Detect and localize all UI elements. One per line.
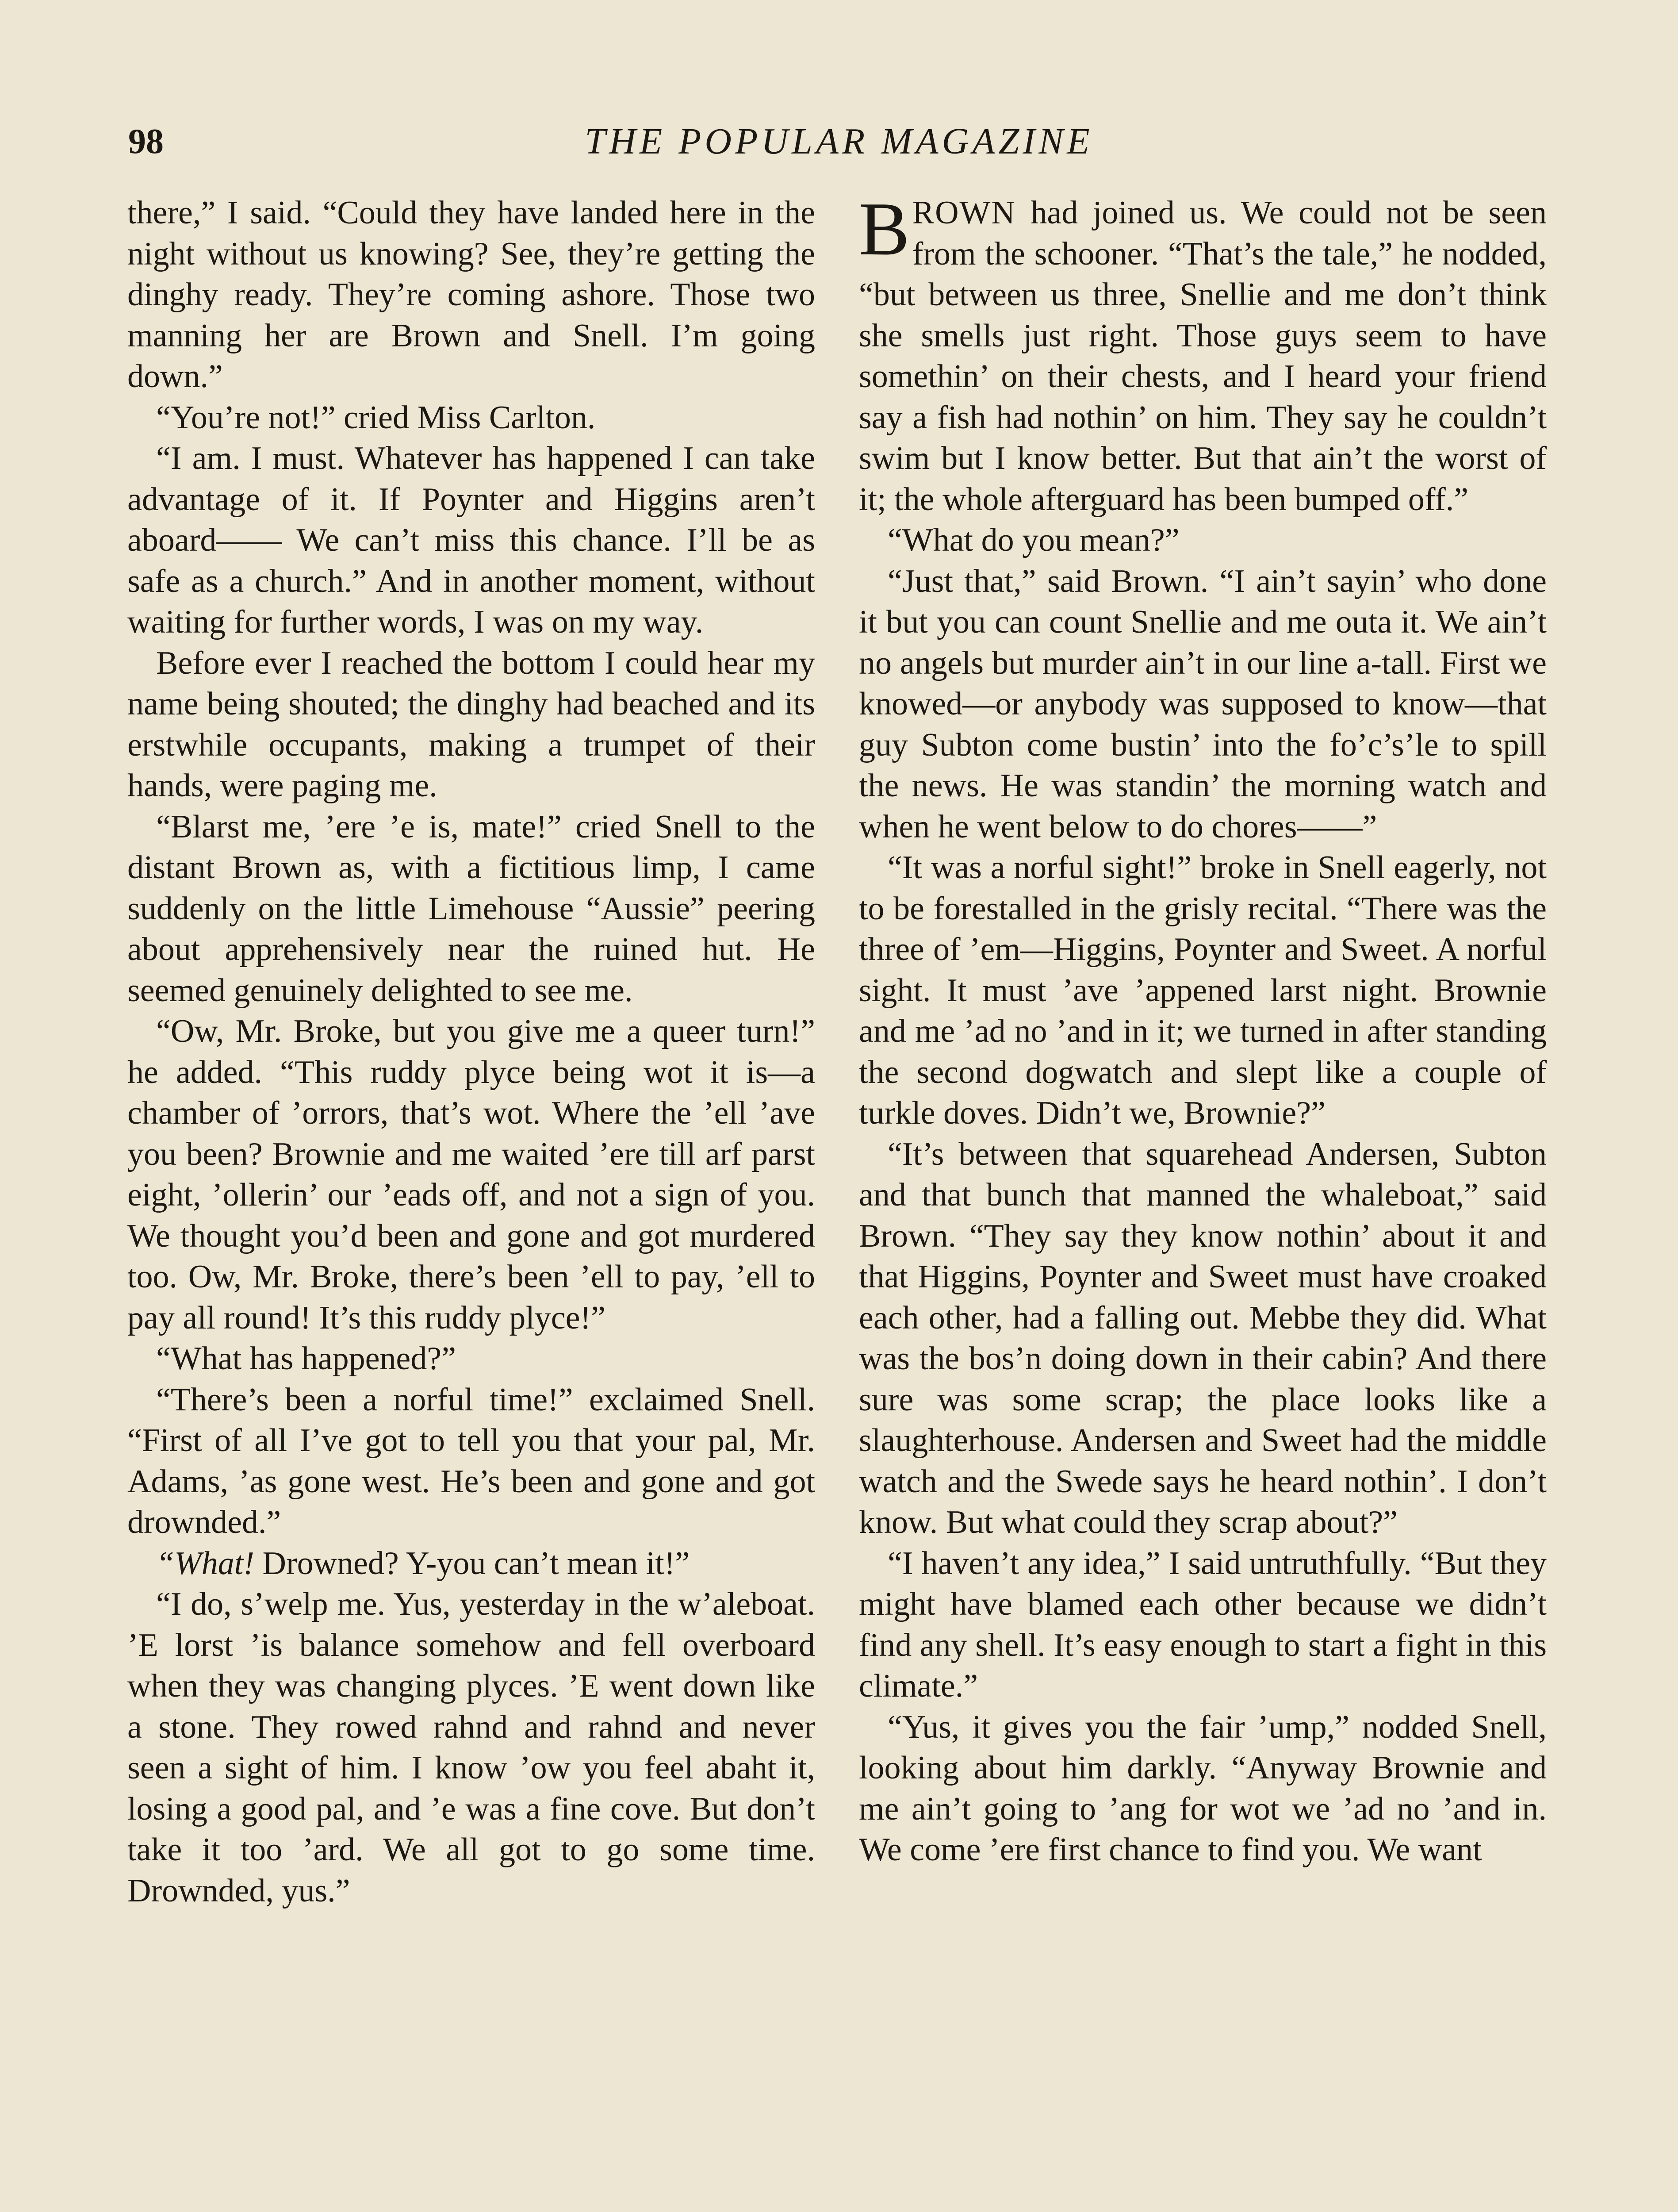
paragraph: “It was a norful sight!” broke in Snell eagerly, not to be forestalled in the grisly recital. “There was the three of ’em—Higgins, Poynter and Sweet. A norful sight. It must ’ave ’appened larst night. Brownie and me ’ad no ’and in it; we turned in after standing the second dogwatch and slept like a couple of turkle doves. Didn’t we, Brownie?” bbox=[859, 849, 1547, 1131]
paragraph: “You’re not!” cried Miss Carlton. bbox=[156, 399, 596, 436]
lead-small-caps: ROWN bbox=[912, 195, 1016, 231]
paragraph: “Yus, it gives you the fair ’ump,” nodded Snell, looking about him darkly. “Anyway Brownie and me ain’t going to ’ang for wot we ’ad no ’and in. We come ’ere first chance to find you. We want bbox=[859, 1709, 1547, 1868]
paragraph: “What do you mean?” bbox=[888, 522, 1180, 558]
paragraph: “It’s between that squarehead Andersen, Subton and that bunch that manned the whaleboat,” said Brown. “They say they know nothin’ about it and that Higgins, Poynter and Sweet must have croaked each other, had a falling out. Mebbe they did. What was the bos’n doing down in their cabin? And there sure was some scrap; the place looks like a slaughterhouse. Andersen and Sweet had the middle watch and the Swede says he heard nothin’. I don’t know. But what could they scrap about?” bbox=[859, 1136, 1547, 1540]
paragraph: “I do, s’welp me. Yus, yesterday in the w’aleboat. ’E lorst ’is balance somehow and fell overboard when they was changing plyces. ’E went down like a stone. They rowed rahnd and rahnd and never seen a sight of him. I know ’ow you feel abaht it, losing a good pal, and ’e was a fine cove. But don’t take it too ’ard. We all got to go some time. Drownded, yus.” bbox=[127, 1586, 815, 1909]
running-title: THE POPULAR MAGAZINE bbox=[585, 121, 1093, 162]
paragraph: “What has happened?” bbox=[156, 1340, 456, 1377]
paragraph: “Just that,” said Brown. “I ain’t sayin’ who done it but you can count Snellie and me outa it. We ain’t no angels but murder ain’t in our line a-tall. First we knowed—or anybody was supposed to know—that guy Subton come bustin’ into the fo’c’s’le to spill the news. He was standin’ the morning watch and when he went below to do chores——” bbox=[859, 563, 1547, 845]
paragraph-text: Drowned? Y-you can’t mean it!” bbox=[262, 1545, 690, 1582]
paragraph: “I haven’t any idea,” I said untruthfully. “But they might have blamed each other because we didn’t find any shell. It’s easy enough to start a fight in this climate.” bbox=[859, 1545, 1547, 1704]
paragraph: there,” I said. “Could they have landed here in the night without us knowing? See, they’re getting the dinghy ready. They’re coming ashore. Those two manning her are Brown and Snell. I’m going down.” bbox=[127, 195, 815, 395]
paragraph: Before ever I reached the bottom I could hear my name being shouted; the dinghy had beached and its erstwhile occupants, making a trumpet of their hands, were paging me. bbox=[127, 645, 815, 804]
paragraph-text: had joined us. We could not be seen from the schooner. “That’s the tale,” he nodded, “but between us three, Snellie and me don’t think she smells just right. Those guys seem to have somethin’ on their chests, and I heard your friend say a fish had nothin’ on him. They say he couldn’t swim but I know better. But that ain’t the worst of it; the whole afterguard has been bumped off.” bbox=[859, 195, 1547, 518]
page-header bbox=[128, 117, 1550, 166]
paragraph: “Ow, Mr. Broke, but you give me a queer turn!” he added. “This ruddy plyce being wot it is—a chamber of ’orrors, that’s wot. Where the ’ell ’ave you been? Brownie and me waited ’ere till arf parst eight, ’ollerin’ our ’eads off, and not a sign of you. We thought you’d been and gone and got murdered too. Ow, Mr. Broke, there’s been ’ell to pay, ’ell to pay all round! It’s this ruddy plyce!” bbox=[127, 1013, 815, 1336]
paragraph: “Blarst me, ’ere ’e is, mate!” cried Snell to the distant Brown as, with a fictitious limp, I came suddenly on the little Limehouse “Aussie” peering about apprehensively near the ruined hut. He seemed genuinely delighted to see me. bbox=[127, 808, 815, 1009]
page-number: 98 bbox=[128, 122, 164, 161]
paragraph: “I am. I must. Whatever has happened I can take advantage of it. If Poynter and Higgins aren’t aboard—— We can’t miss this chance. I’ll be as safe as a church.” And in another moment, without waiting for further words, I was on my way. bbox=[127, 440, 815, 640]
italic-exclamation: “What! bbox=[156, 1545, 254, 1582]
left-column bbox=[127, 192, 815, 1911]
drop-cap: B bbox=[859, 187, 910, 271]
opening-paragraph bbox=[859, 187, 1547, 520]
right-column bbox=[859, 187, 1547, 1870]
paragraph: “There’s been a norful time!” exclaimed Snell. “First of all I’ve got to tell you that your pal, Mr. Adams, ’as gone west. He’s been and gone and got drownded.” bbox=[127, 1381, 815, 1540]
paragraph bbox=[127, 1543, 815, 1584]
